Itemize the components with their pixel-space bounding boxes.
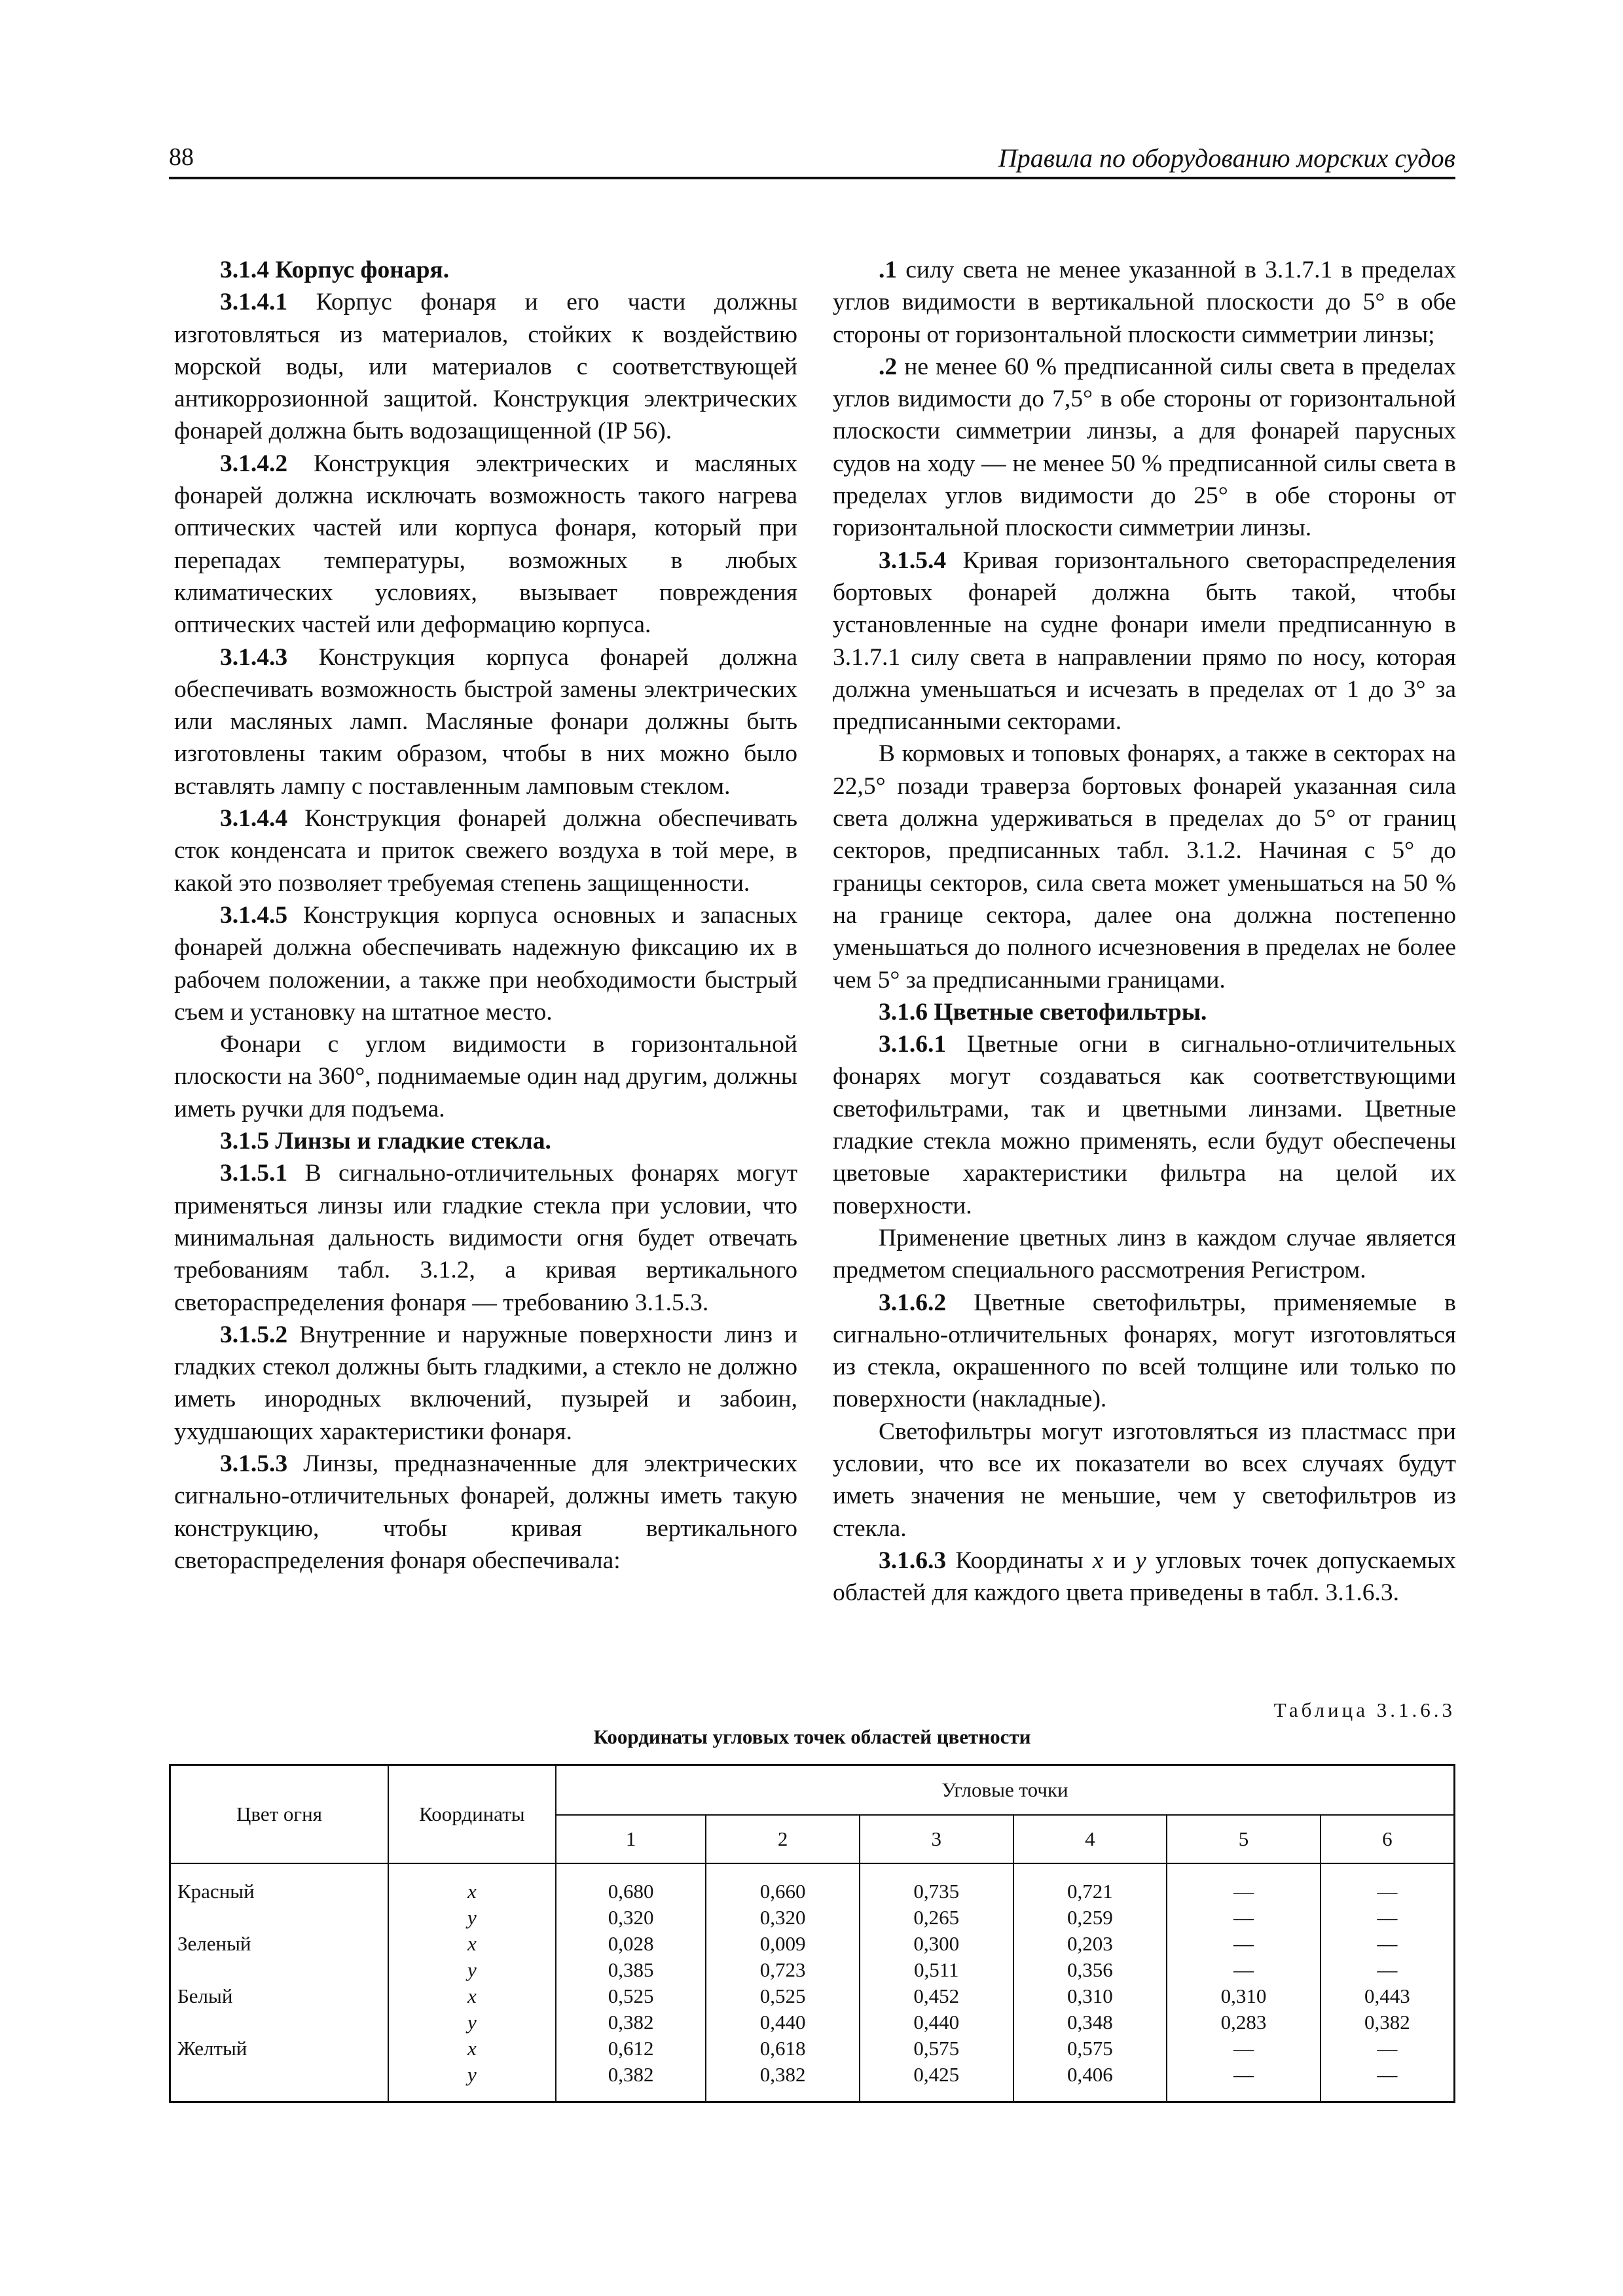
table-cell: 0,575 <box>1013 2036 1167 2062</box>
coordinate-label: x <box>388 1931 556 1957</box>
paragraph-3-1-4-2: 3.1.4.2 Конструкция электрических и масляных фонарей должна исключать возможность такого нагрева оптических частей или корпуса фонаря, который при перепадах температуры, возможных в любых климатических условиях, вызывает повреждения оптических частей или деформацию корпуса. <box>174 450 797 639</box>
table-number: Таблица 3.1.6.3 <box>1273 1698 1455 1721</box>
color-name: Белый <box>170 1983 389 2009</box>
table-cell: 0,425 <box>860 2062 1013 2102</box>
table-cell: 0,680 <box>556 1863 706 1905</box>
coordinate-label: x <box>388 1863 556 1905</box>
paragraph-stern-lights: В кормовых и топовых фонарях, а также в секторах на 22,5° позади траверза бортовых фонарей указанная сила света должна удерживаться в пределах до 5° от границ секторов, предписанных табл. 3.1.2. Начиная с 5° до границы секторов, сила света может уменьшаться на 50 % на границе сектора, далее она должна постепенно уменьшаться до полного исчезновения в пределах не более чем 5° за предписанными границами. <box>833 740 1456 994</box>
section-3-1-4-heading: 3.1.4 Корпус фонаря. <box>220 257 450 283</box>
color-name: Зеленый <box>170 1931 389 1957</box>
table-cell: 0,525 <box>556 1983 706 2009</box>
coordinate-label: x <box>388 1983 556 2009</box>
list-item-1: .1 силу света не менее указанной в 3.1.7.1 в пределах углов видимости в вертикальной плоскости до 5° в обе стороны от горизонтальной плоскости симметрии линзы; <box>833 257 1456 348</box>
running-title: Правила по оборудованию морских судов <box>998 143 1455 173</box>
paragraph-3-1-5-2: 3.1.5.2 Внутренние и наружные поверхности линз и гладких стекол должны быть гладкими, а стекло не должно иметь инородных включений, пузырей и забоин, ухудшающих характеристики фонаря. <box>174 1321 797 1445</box>
paragraph-3-1-6-2: 3.1.6.2 Цветные светофильтры, применяемые в сигнально-отличительных фонарях, могут изготовляться из стекла, окрашенного по всей толщине или только по поверхности (накладные). <box>833 1289 1456 1413</box>
table-cell: — <box>1321 1931 1455 1957</box>
header-color: Цвет огня <box>170 1765 389 1864</box>
table-row <box>170 2009 1455 2036</box>
table-cell: — <box>1167 1931 1321 1957</box>
header-point-1: 1 <box>556 1815 706 1863</box>
table-cell: — <box>1321 2062 1455 2102</box>
table-cell: 0,721 <box>1013 1863 1167 1905</box>
table-cell: — <box>1167 2036 1321 2062</box>
table-cell: 0,265 <box>860 1905 1013 1931</box>
table-cell: 0,009 <box>706 1931 860 1957</box>
paragraph-360-lights: Фонари с углом видимости в горизонтальной плоскости на 360°, поднимаемые один над другим, должны иметь ручки для подъема. <box>174 1031 797 1122</box>
table-cell: 0,735 <box>860 1863 1013 1905</box>
table-cell: 0,382 <box>706 2062 860 2102</box>
coordinate-label: y <box>388 1957 556 1983</box>
table-cell: 0,320 <box>706 1905 860 1931</box>
table-row <box>170 1957 1455 1983</box>
header-point-4: 4 <box>1013 1815 1167 1863</box>
table-cell: — <box>1167 1905 1321 1931</box>
table-cell: 0,440 <box>706 2009 860 2036</box>
paragraph-3-1-6-3: 3.1.6.3 Координаты x и y угловых точек допускаемых областей для каждого цвета приведены в табл. 3.1.6.3. <box>833 1547 1456 1607</box>
table-cell: 0,382 <box>556 2009 706 2036</box>
coordinate-label: y <box>388 2009 556 2036</box>
table-cell: 0,203 <box>1013 1931 1167 1957</box>
table-row <box>170 2062 1455 2102</box>
table-row <box>170 2036 1455 2062</box>
right-column <box>833 254 1456 1609</box>
header-rule <box>169 177 1455 179</box>
table-cell: 0,440 <box>860 2009 1013 2036</box>
table-cell: 0,660 <box>706 1863 860 1905</box>
header-point-2: 2 <box>706 1815 860 1863</box>
list-item-2: .2 не менее 60 % предписанной силы света в пределах углов видимости до 7,5° в обе стороны от горизонтальной плоскости симметрии линзы, а для фонарей парусных судов на ходу — не менее 50 % предписанной силы света в пределах углов видимости до 25° в обе стороны от горизонтальной плоскости симметрии линзы. <box>833 353 1456 542</box>
table-cell: 0,723 <box>706 1957 860 1983</box>
paragraph-3-1-5-1: 3.1.5.1 В сигнально-отличительных фонарях могут применяться линзы или гладкие стекла при условии, что минимальная дальность видимости огня будет отвечать требованиям табл. 3.1.2, а кривая вертикального светораспределения фонаря — требованию 3.1.5.3. <box>174 1160 797 1316</box>
paragraph-3-1-6-1: 3.1.6.1 Цветные огни в сигнально-отличительных фонарях могут создаваться как соответствующими светофильтрами, так и цветными линзами. Цветные гладкие стекла можно применять, если будут обеспечены цветовые характеристики фильтра на целой их поверхности. <box>833 1031 1456 1219</box>
coordinate-label: y <box>388 1905 556 1931</box>
header-coordinates: Координаты <box>388 1765 556 1864</box>
paragraph-colored-lenses: Применение цветных линз в каждом случае является предметом специального рассмотрения Регистром. <box>833 1224 1456 1284</box>
header-point-3: 3 <box>860 1815 1013 1863</box>
table-cell: 0,310 <box>1013 1983 1167 2009</box>
table-cell: 0,300 <box>860 1931 1013 1957</box>
table-cell: — <box>1321 1905 1455 1931</box>
header-corner-points: Угловые точки <box>556 1765 1455 1816</box>
table-cell: 0,511 <box>860 1957 1013 1983</box>
table-cell: 0,320 <box>556 1905 706 1931</box>
table-cell: 0,452 <box>860 1983 1013 2009</box>
section-3-1-6-heading: 3.1.6 Цветные светофильтры. <box>879 998 1207 1026</box>
paragraph-3-1-5-3: 3.1.5.3 Линзы, предназначенные для электрических сигнально-отличительных фонарей, должны иметь такую конструкцию, чтобы кривая вертикального светораспределения фонаря обеспечивала: <box>174 1450 797 1574</box>
chromaticity-table <box>169 1764 1455 2103</box>
table-cell: 0,575 <box>860 2036 1013 2062</box>
paragraph-3-1-4-5: 3.1.4.5 Конструкция корпуса основных и запасных фонарей должна обеспечивать надежную фиксацию их в рабочем положении, а также при необходимости быстрый съем и установку на штатное место. <box>174 901 797 1026</box>
color-name <box>170 2062 389 2102</box>
table-cell: 0,259 <box>1013 1905 1167 1931</box>
page-number: 88 <box>169 143 194 171</box>
table-cell: — <box>1167 2062 1321 2102</box>
table-cell: 0,028 <box>556 1931 706 1957</box>
table-cell: 0,283 <box>1167 2009 1321 2036</box>
color-name <box>170 1957 389 1983</box>
table-cell: 0,310 <box>1167 1983 1321 2009</box>
table-cell: — <box>1321 1863 1455 1905</box>
table-cell: 0,443 <box>1321 1983 1455 2009</box>
section-3-1-5-heading: 3.1.5 Линзы и гладкие стекла. <box>220 1128 551 1155</box>
paragraph-plastic-filters: Светофильтры могут изготовляться из пластмасс при условии, что все их показатели во всех случаях будут иметь значения не меньшие, чем у светофильтров из стекла. <box>833 1418 1456 1542</box>
table-cell: 0,618 <box>706 2036 860 2062</box>
table-title: Координаты угловых точек областей цветности <box>593 1725 1031 1748</box>
left-column <box>174 254 797 1577</box>
table-cell: 0,406 <box>1013 2062 1167 2102</box>
paragraph-3-1-4-3: 3.1.4.3 Конструкция корпуса фонарей должна обеспечивать возможность быстрой замены электрических или масляных ламп. Масляные фонари должны быть изготовлены таким образом, чтобы в них можно было вставлять лампу с поставленным ламповым стеклом. <box>174 643 797 800</box>
table-cell: 0,382 <box>556 2062 706 2102</box>
table-cell: 0,525 <box>706 1983 860 2009</box>
table-cell: — <box>1167 1863 1321 1905</box>
coordinate-label: x <box>388 2036 556 2062</box>
color-name: Красный <box>170 1863 389 1905</box>
table-cell: — <box>1321 1957 1455 1983</box>
table-cell: — <box>1321 2036 1455 2062</box>
table-cell: — <box>1167 1957 1321 1983</box>
table-cell: 0,382 <box>1321 2009 1455 2036</box>
color-name <box>170 2009 389 2036</box>
table-cell: 0,385 <box>556 1957 706 1983</box>
table-row <box>170 1983 1455 2009</box>
color-name: Желтый <box>170 2036 389 2062</box>
paragraph-3-1-5-4: 3.1.5.4 Кривая горизонтального светораспределения бортовых фонарей должна быть такой, чтобы установленные на судне фонари имели предписанную в 3.1.7.1 силу света в направлении прямо по носу, которая должна уменьшаться и исчезать в пределах от 1 до 3° за предписанными секторами. <box>833 547 1456 736</box>
table-cell: 0,356 <box>1013 1957 1167 1983</box>
header-point-6: 6 <box>1321 1815 1455 1863</box>
paragraph-3-1-4-4: 3.1.4.4 Конструкция фонарей должна обеспечивать сток конденсата и приток свежего воздуха в той мере, в какой это позволяет требуемая степень защищенности. <box>174 805 797 897</box>
table-cell: 0,348 <box>1013 2009 1167 2036</box>
table-cell: 0,612 <box>556 2036 706 2062</box>
paragraph-3-1-4-1: 3.1.4.1 Корпус фонаря и его части должны изготовляться из материалов, стойких к воздействию морской воды, или материалов с соответствующей антикоррозионной защитой. Конструкция электрических фонарей должна быть водозащищенной (IP 56). <box>174 289 797 445</box>
table-row <box>170 1931 1455 1957</box>
table-row <box>170 1905 1455 1931</box>
header-point-5: 5 <box>1167 1815 1321 1863</box>
coordinate-label: y <box>388 2062 556 2102</box>
color-name <box>170 1905 389 1931</box>
table-row <box>170 1863 1455 1905</box>
